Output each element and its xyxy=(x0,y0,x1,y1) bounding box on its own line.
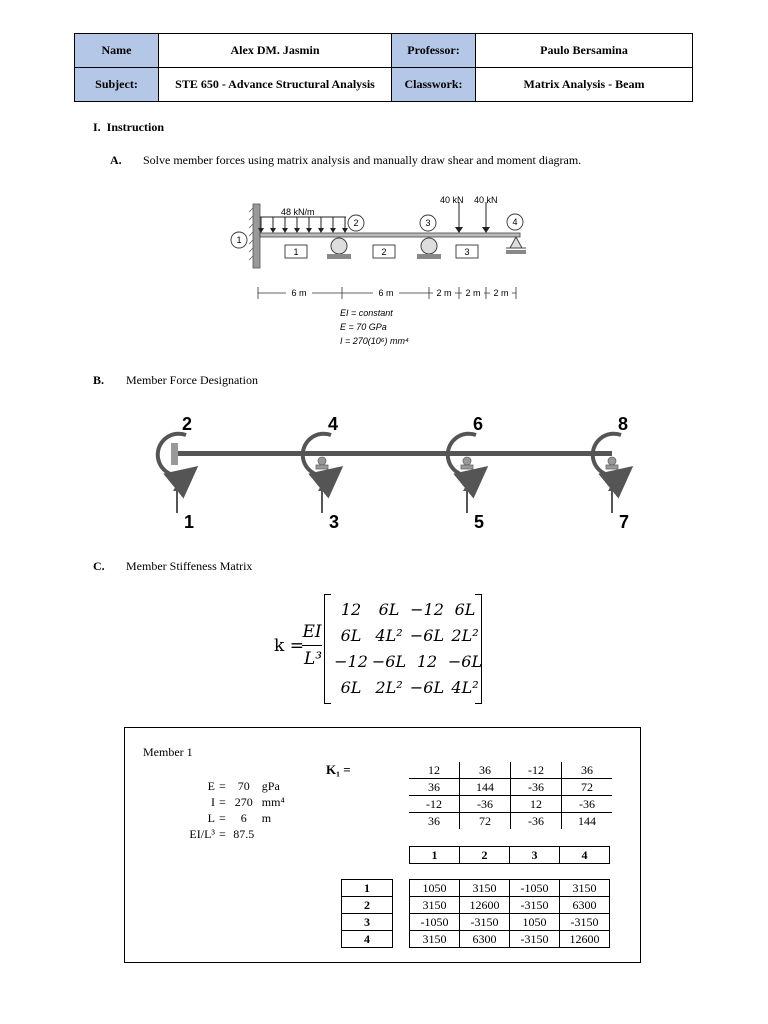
prop-symbol: EI/L³ xyxy=(189,826,215,841)
fraction-bar xyxy=(302,645,322,646)
member-1-panel xyxy=(124,727,641,963)
part-c-letter: C. xyxy=(93,559,105,573)
node-4-label: 4 xyxy=(512,217,518,227)
prop-ei: EI = constant xyxy=(340,308,393,318)
result-cell: 3150 xyxy=(460,880,510,897)
part-b-letter: B. xyxy=(93,373,105,387)
dim-3-label: 2 m xyxy=(436,288,452,298)
node-3-label: 3 xyxy=(425,218,431,228)
dof-row-header: 3 xyxy=(342,914,393,931)
prop-equals: = xyxy=(219,794,226,809)
k1-cell: -36 xyxy=(460,796,511,813)
section-number: I. xyxy=(93,120,101,134)
prop-unit: gPa xyxy=(261,778,280,793)
dof-label-8: 8 xyxy=(618,414,629,434)
member-1-label: 1 xyxy=(293,247,299,257)
prop-value: 270 xyxy=(234,794,253,809)
dof-label-7: 7 xyxy=(619,512,630,532)
k1-cell: -12 xyxy=(409,796,460,813)
k1-cell: 144 xyxy=(460,779,511,796)
matrix-cell: −6L xyxy=(371,651,407,671)
subject-label: Subject: xyxy=(75,68,159,102)
matrix-cell: 6L xyxy=(340,677,362,697)
matrix-cell: 4L² xyxy=(375,625,403,645)
matrix-cell: −6L xyxy=(409,625,445,645)
subject-value: STE 650 - Advance Structural Analysis xyxy=(159,68,392,102)
professor-label: Professor: xyxy=(392,34,476,68)
dof-col-header: 4 xyxy=(560,847,610,864)
l3-denominator: L³ xyxy=(304,649,323,669)
result-cell: -3150 xyxy=(510,897,560,914)
k1-cell: 72 xyxy=(562,779,613,796)
member-3-label: 3 xyxy=(464,247,470,257)
result-cell: 1050 xyxy=(410,880,460,897)
distributed-load-label: 48 kN/m xyxy=(281,207,315,217)
k1-cell: 72 xyxy=(460,813,511,830)
stiffness-result-matrix xyxy=(409,879,610,948)
prop-unit: mm⁴ xyxy=(261,794,285,809)
dof-label-3: 3 xyxy=(329,512,340,532)
k-symbol: k = xyxy=(274,636,304,656)
matrix-cell: −6L xyxy=(447,651,483,671)
result-cell: 3150 xyxy=(410,897,460,914)
result-cell: 3150 xyxy=(410,931,460,948)
k1-cell: -12 xyxy=(511,762,562,779)
dof-label-4: 4 xyxy=(328,414,339,434)
result-cell: 1050 xyxy=(510,914,560,931)
prop-i: I = 270(10⁶) mm⁴ xyxy=(340,336,409,346)
stiffness-formula xyxy=(272,592,487,704)
matrix-cell: 12 xyxy=(340,599,362,619)
member-1-title: Member 1 xyxy=(143,745,193,759)
matrix-cell: 6L xyxy=(340,625,362,645)
k1-cell: 36 xyxy=(460,762,511,779)
result-cell: 12600 xyxy=(560,931,610,948)
formula-matrix xyxy=(332,596,484,700)
result-cell: -3150 xyxy=(460,914,510,931)
member-1-properties xyxy=(173,778,287,842)
section-heading xyxy=(93,120,164,135)
beam-figure xyxy=(220,188,550,358)
matrix-cell: 2L² xyxy=(451,625,479,645)
ei-numerator: EI xyxy=(302,622,322,642)
dim-2-label: 6 m xyxy=(378,288,394,298)
dof-column-headers xyxy=(409,846,610,864)
node-1-label: 1 xyxy=(236,235,242,245)
k1-cell: 144 xyxy=(562,813,613,830)
dof-label-2: 2 xyxy=(182,414,193,434)
result-cell: 12600 xyxy=(460,897,510,914)
dof-label-1: 1 xyxy=(184,512,195,532)
prop-value: 6 xyxy=(240,810,247,825)
matrix-cell: −12 xyxy=(410,599,444,619)
force-designation-figure xyxy=(140,405,650,535)
result-cell: 6300 xyxy=(560,897,610,914)
matrix-cell: 2L² xyxy=(375,677,403,697)
k1-cell: 12 xyxy=(409,762,460,779)
matrix-cell: 4L² xyxy=(451,677,479,697)
dof-row-headers xyxy=(341,879,393,948)
k1-label: K₁ = xyxy=(326,762,351,777)
name-label: Name xyxy=(75,34,159,68)
k1-matrix xyxy=(409,762,612,829)
matrix-cell: 6L xyxy=(454,599,476,619)
prop-equals: = xyxy=(219,778,226,793)
dof-col-header: 1 xyxy=(410,847,460,864)
prop-equals: = xyxy=(219,826,226,841)
dim-5-label: 2 m xyxy=(493,288,509,298)
matrix-cell: 6L xyxy=(378,599,400,619)
result-cell: -3150 xyxy=(560,914,610,931)
classwork-value: Matrix Analysis - Beam xyxy=(476,68,693,102)
left-bracket xyxy=(324,594,331,704)
result-cell: -1050 xyxy=(510,880,560,897)
classwork-label: Classwork: xyxy=(392,68,476,102)
part-a-letter: A. xyxy=(110,153,122,167)
prop-unit: m xyxy=(261,810,272,825)
dim-1-label: 6 m xyxy=(291,288,307,298)
dof-row-header: 4 xyxy=(342,931,393,948)
prop-value: 70 xyxy=(237,778,250,793)
result-cell: -1050 xyxy=(410,914,460,931)
prop-symbol: I xyxy=(211,794,215,809)
point-load-1-label: 40 kN xyxy=(440,195,464,205)
prop-e: E = 70 GPa xyxy=(340,322,387,332)
point-load-2-label: 40 kN xyxy=(474,195,498,205)
dof-label-5: 5 xyxy=(474,512,485,532)
matrix-cell: 12 xyxy=(416,651,438,671)
node-2-label: 2 xyxy=(353,218,359,228)
k1-cell: -36 xyxy=(562,796,613,813)
part-a-text: Solve member forces using matrix analysis and manually draw shear and moment diagram. xyxy=(143,153,582,167)
matrix-cell: −12 xyxy=(334,651,368,671)
dof-row-header: 2 xyxy=(342,897,393,914)
prop-symbol: L xyxy=(207,810,215,825)
dof-col-header: 3 xyxy=(510,847,560,864)
prop-value: 87.5 xyxy=(233,826,255,841)
part-c-text: Member Stiffeness Matrix xyxy=(126,559,253,573)
k1-cell: 36 xyxy=(562,762,613,779)
member-2-label: 2 xyxy=(381,247,387,257)
dof-col-header: 2 xyxy=(460,847,510,864)
prop-unit xyxy=(260,826,287,842)
professor-value: Paulo Bersamina xyxy=(476,34,693,68)
k1-cell: 12 xyxy=(511,796,562,813)
prop-symbol: E xyxy=(207,778,215,793)
dim-4-label: 2 m xyxy=(465,288,481,298)
k1-cell: 36 xyxy=(409,779,460,796)
prop-equals: = xyxy=(219,810,226,825)
result-cell: -3150 xyxy=(510,931,560,948)
part-b-text: Member Force Designation xyxy=(126,373,258,387)
k1-cell: -36 xyxy=(511,813,562,830)
result-cell: 6300 xyxy=(460,931,510,948)
header-table xyxy=(74,33,693,102)
dof-label-6: 6 xyxy=(473,414,484,434)
matrix-cell: −6L xyxy=(409,677,445,697)
k1-cell: -36 xyxy=(511,779,562,796)
dof-row-header: 1 xyxy=(342,880,393,897)
section-title: Instruction xyxy=(106,120,165,134)
result-cell: 3150 xyxy=(560,880,610,897)
k1-cell: 36 xyxy=(428,813,440,828)
name-value: Alex DM. Jasmin xyxy=(159,34,392,68)
